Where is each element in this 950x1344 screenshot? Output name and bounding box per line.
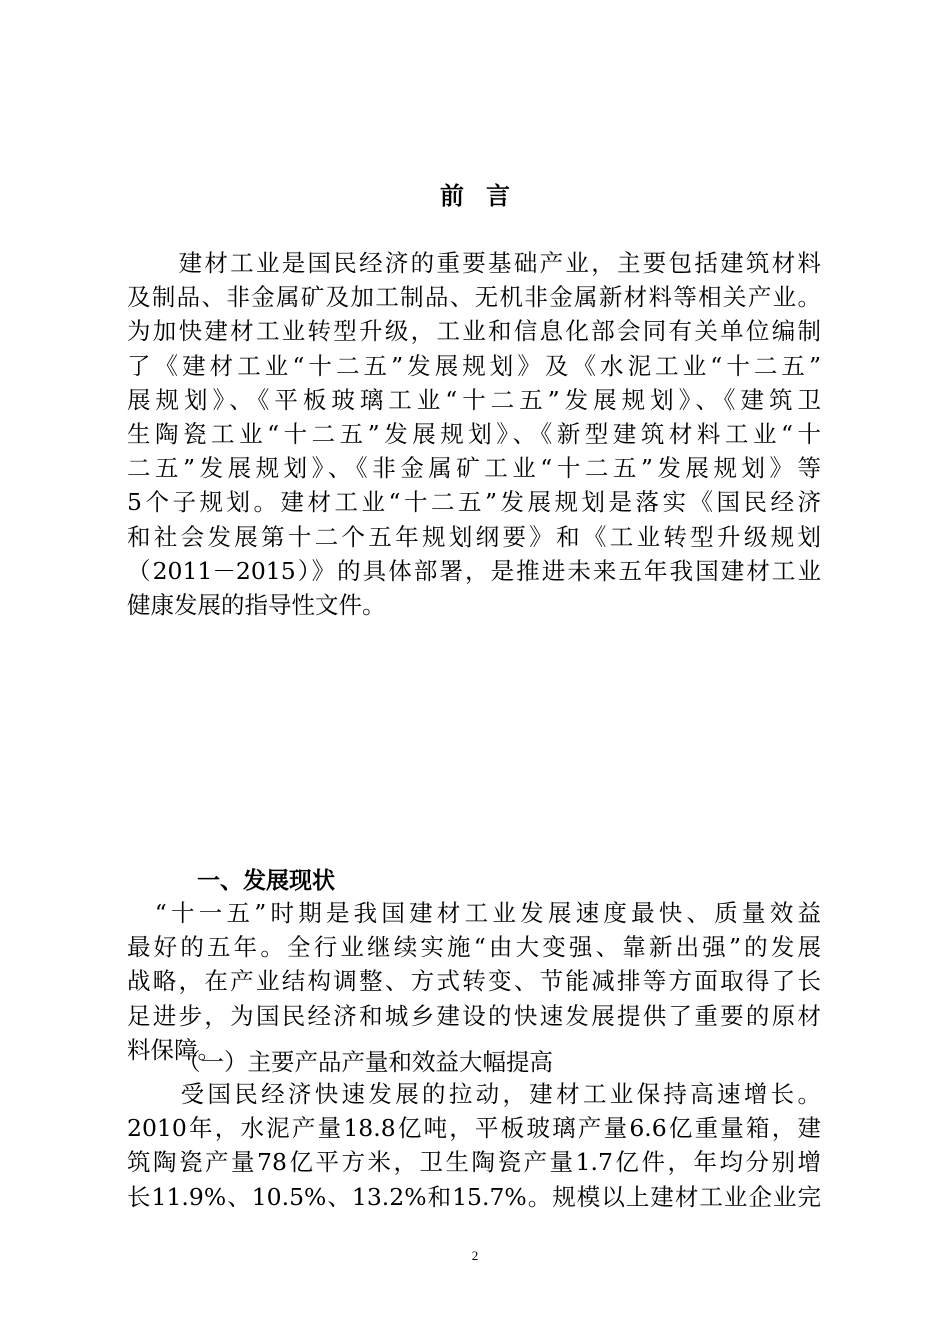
preface-line: 了《建材工业“十二五”发展规划》及《水泥工业“十二五” [127, 351, 821, 380]
preface-line: 和社会发展第十二个五年规划纲要》和《工业转型升级规划 [127, 522, 821, 551]
page-heading: 前言 [440, 182, 532, 210]
section-line: “十一五”时期是我国建材工业发展速度最快、质量效益 [127, 899, 821, 927]
subsection-paragraph [127, 1077, 821, 1214]
preface-line: 生陶瓷工业“十二五”发展规划》、《新型建筑材料工业“十 [127, 420, 821, 449]
preface-line: （2011－2015）》的具体部署，是推进未来五年我国建材工业 [127, 556, 821, 585]
preface-line: 建材工业是国民经济的重要基础产业，主要包括建筑材料 [127, 249, 821, 277]
section-line: 料保障。 [127, 1035, 221, 1064]
section-line: 战略，在产业结构调整、方式转变、节能减排等方面取得了长 [127, 967, 821, 996]
subsection-line: 受国民经济快速发展的拉动，建材工业保持高速增长。 [127, 1080, 821, 1108]
section-title: 一、发展现状 [197, 868, 335, 894]
preface-line: 二五”发展规划》、《非金属矿工业“十二五”发展规划》等 [127, 454, 821, 483]
section-line: 足进步，为国民经济和城乡建设的快速发展提供了重要的原材 [127, 1001, 821, 1030]
subsection-line: 2010年，水泥产量18.8亿吨，平板玻璃产量6.6亿重量箱，建 [127, 1114, 821, 1143]
subsection-title: （一）主要产品产量和效益大幅提高 [177, 1048, 553, 1076]
section-paragraph [127, 896, 821, 1067]
section-line: 最好的五年。全行业继续实施“由大变强、靠新出强”的发展 [127, 933, 821, 962]
preface-line: 为加快建材工业转型升级，工业和信息化部会同有关单位编制 [127, 317, 821, 346]
preface-line: 健康发展的指导性文件。 [127, 591, 386, 620]
subsection-line: 长11.9%、10.5%、13.2%和15.7%。规模以上建材工业企业完 [127, 1182, 821, 1211]
subsection-line: 筑陶瓷产量78亿平方米，卫生陶瓷产量1.7亿件，年均分别增 [127, 1148, 821, 1177]
page-number: 2 [471, 1248, 479, 1263]
preface-paragraph [127, 246, 821, 622]
preface-line: 5个子规划。建材工业“十二五”发展规划是落实《国民经济 [127, 488, 821, 517]
preface-line: 及制品、非金属矿及加工制品、无机非金属新材料等相关产业。 [127, 283, 821, 312]
preface-line: 展规划》、《平板玻璃工业“十二五”发展规划》、《建筑卫 [127, 385, 821, 414]
